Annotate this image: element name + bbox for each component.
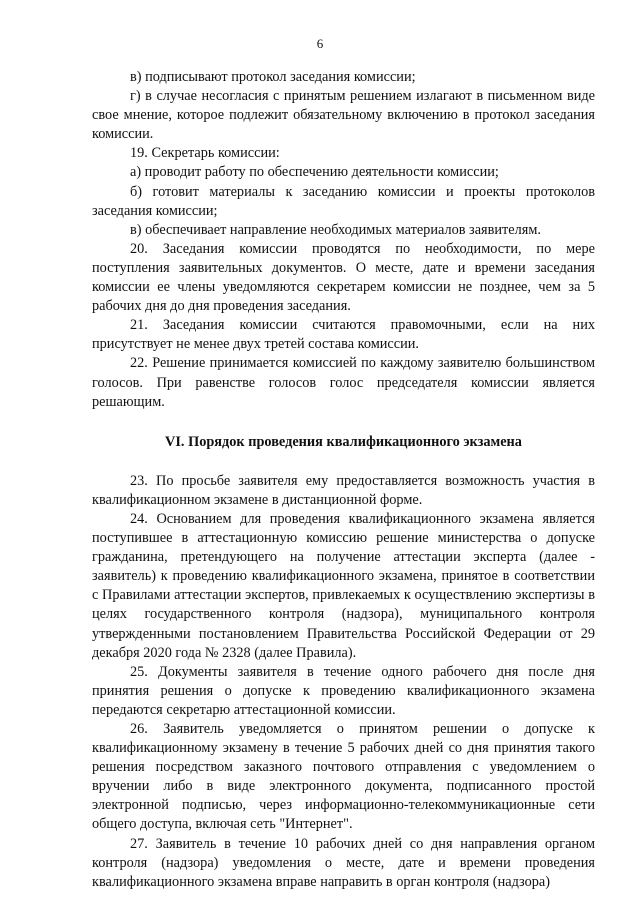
paragraph-20: 20. Заседания комиссии проводятся по необходимости, по мере поступления заявительных документов. О месте, дате и времени заседания комиссии ее члены уведомляются секретарем комиссии не позднее, чем за 5 рабочих дня до дня проведения заседания. bbox=[92, 240, 595, 315]
document-body bbox=[92, 68, 595, 892]
paragraph-21: 21. Заседания комиссии считаются правомочными, если на них присутствует не менее двух третей состава комиссии. bbox=[92, 317, 595, 353]
paragraph-25: 25. Документы заявителя в течение одного рабочего дня после дня принятия решения о допуске к проведению квалификационного экзамена передаются секретарю аттестационной комиссии. bbox=[92, 663, 595, 718]
paragraph-23: 23. По просьбе заявителя ему предоставляется возможность участия в квалификационном экзамене в дистанционной форме. bbox=[92, 472, 595, 508]
paragraph-24: 24. Основанием для проведения квалификационного экзамена является поступившее в аттестационную комиссию решение министерства о допуске гражданина, претендующего на получение аттестации эксперта (далее - заявитель) к проведению квалификационного экзамена, принятое в соответствии с Правилами аттестации экспертов, привлекаемых к осуществлению экспертизы в целях государственного контроля (надзора), муниципального контроля утвержденными постановлением Правительства Российской Федерации от 29 декабря 2020 года № 2328 (далее Правила). bbox=[92, 510, 595, 661]
paragraph-19-a: а) проводит работу по обеспечению деятельности комиссии; bbox=[130, 164, 499, 181]
page-number: 6 bbox=[316, 36, 324, 51]
paragraph-19-v: в) обеспечивает направление необходимых материалов заявителям. bbox=[130, 221, 541, 238]
paragraph-27: 27. Заявитель в течение 10 рабочих дней со дня направления органом контроля (надзора) уведомления о месте, дате и времени проведения квалификационного экзамена вправе направить в орган контроля (надзора) bbox=[92, 835, 595, 890]
section-heading: VI. Порядок проведения квалификационного экзамена bbox=[165, 433, 522, 450]
paragraph-22: 22. Решение принимается комиссией по каждому заявителю большинством голосов. При равенстве голосов голос председателя комиссии является решающим. bbox=[92, 355, 595, 410]
paragraph-19-b: б) готовит материалы к заседанию комиссии и проекты протоколов заседания комиссии; bbox=[92, 183, 595, 219]
paragraph-18-g: г) в случае несогласия с принятым решением излагают в письменном виде свое мнение, которое подлежит обязательному включению в протокол заседания комиссии. bbox=[92, 88, 595, 143]
paragraph-26: 26. Заявитель уведомляется о принятом решении о допуске к квалификационному экзамену в течение 5 рабочих дней со дня принятия такого решения посредством заказного почтового отправления с уведомлением о вручении либо в виде электронного документа, подписанного простой электронной подписью, через информационно-телекоммуникационные сети общего доступа, включая сеть "Интернет". bbox=[92, 721, 595, 833]
paragraph-19: 19. Секретарь комиссии: bbox=[130, 145, 280, 162]
paragraph-18-v: в) подписывают протокол заседания комиссии; bbox=[130, 69, 416, 85]
